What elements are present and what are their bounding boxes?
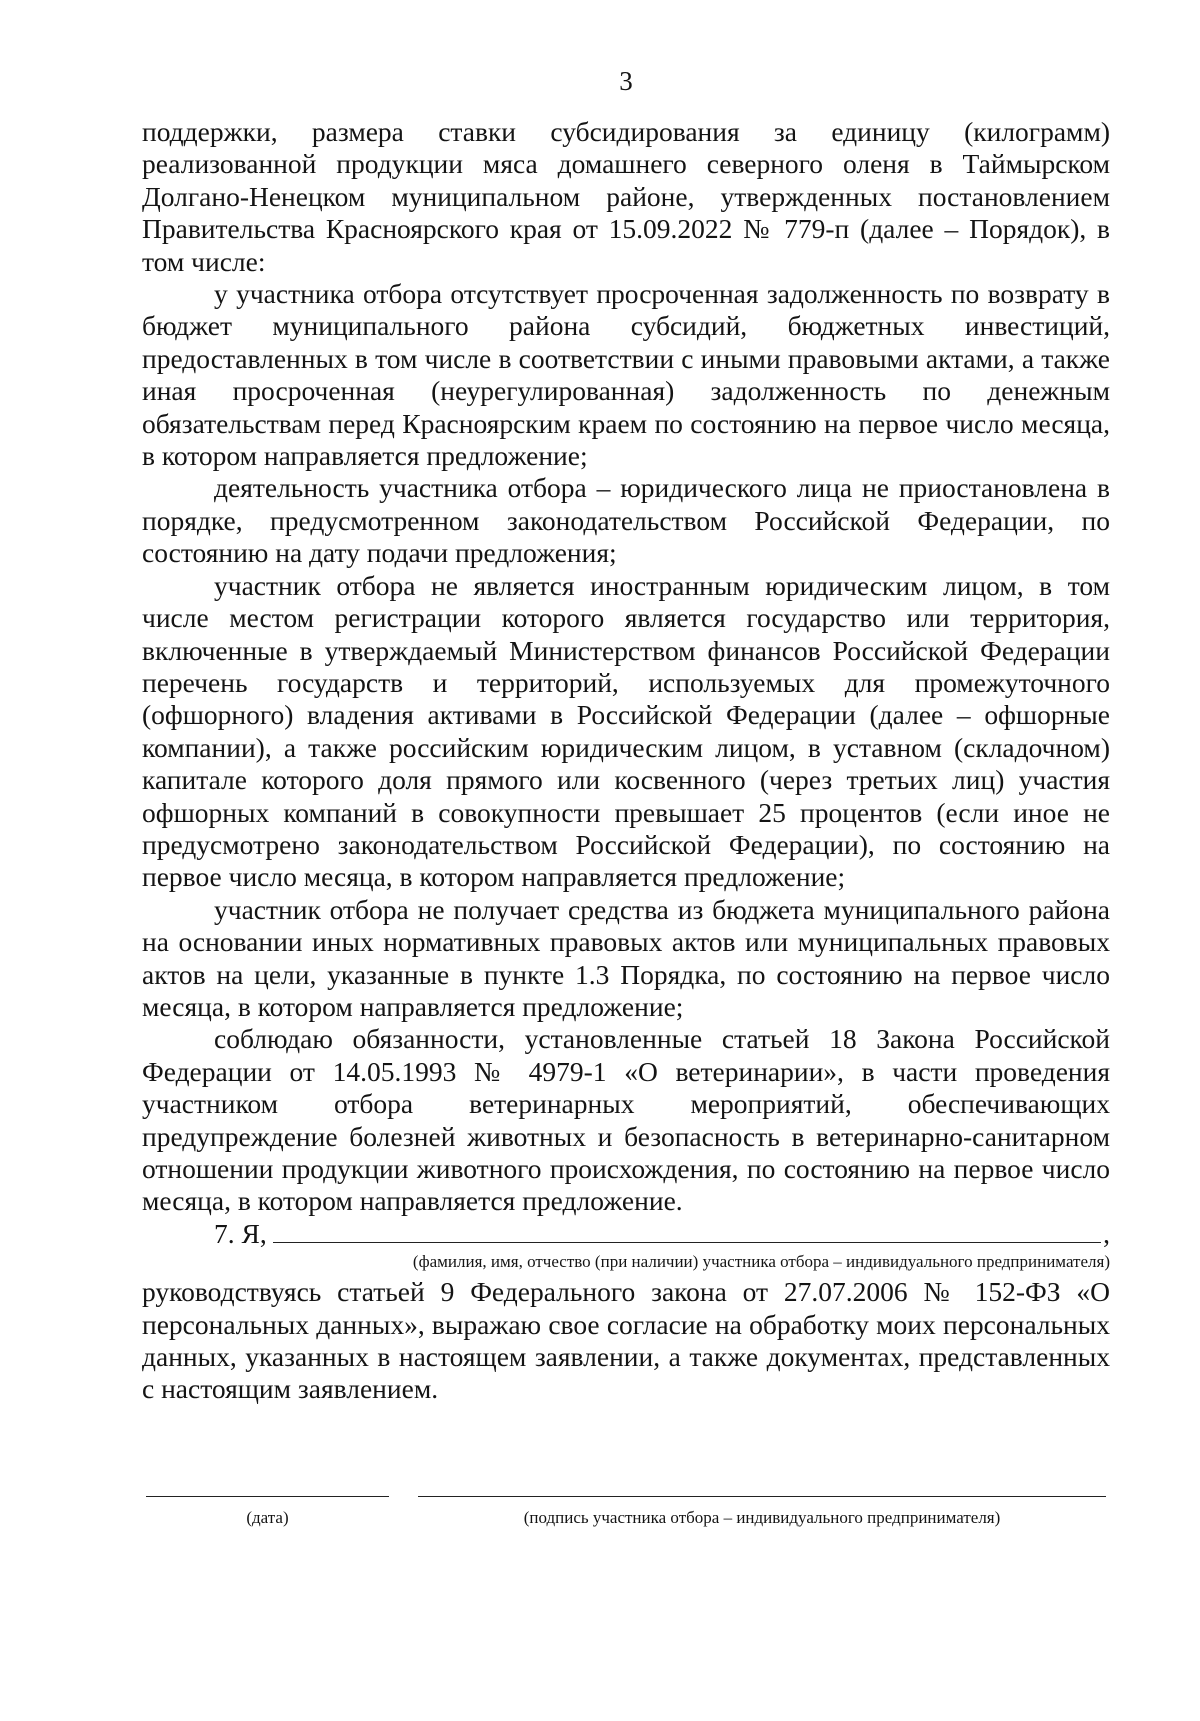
date-blank-line[interactable]	[146, 1496, 389, 1497]
document-body	[142, 116, 1110, 1406]
signature-blank-line[interactable]	[418, 1496, 1106, 1497]
paragraph-no-debt: у участника отбора отсутствует просроченная задолженность по возврату в бюджет муниципального района субсидий, бюджетных инвестиций, предоставленных в том числе в соответствии с иными правовыми актами, а также иная просроченная (неурегулированная) задолженность по денежным обязательствам перед Красноярским краем по состоянию на первое число месяца, в котором направляется предложение;	[142, 278, 1110, 472]
signature-label: (подпись участника отбора – индивидуального предпринимателя)	[523, 1508, 1001, 1527]
paragraph-veterinary: соблюдаю обязанности, установленные статьей 18 Закона Российской Федерации от 14.05.1993 № 4979-1 «О ветеринарии», в части проведения участником отбора ветеринарных мероприятий, обеспечивающих предупреждение болезней животных и безопасность в ветеринарно-санитарном отношении продукции животного происхождения, по состоянию на первое число месяца, в котором направляется предложение.	[142, 1023, 1110, 1217]
item-7-trail: ,	[1103, 1217, 1110, 1249]
paragraph-activity: деятельность участника отбора – юридического лица не приостановлена в порядке, предусмотренном законодательством Российской Федерации, по состоянию на дату подачи предложения;	[142, 472, 1110, 569]
paragraph-offshore: участник отбора не является иностранным юридическим лицом, в том числе местом регистрации которого является государство или территория, включенные в утверждаемый Министерством финансов Российской Федерации перечень государств и территорий, используемых для промежуточного (офшорного) владения активами в Российской Федерации (далее – офшорные компании), а также российским юридическим лицом, в уставном (складочном) капитале которого доля прямого или косвенного (через третьих лиц) участия офшорных компаний в совокупности превышает 25 процентов (если иное не предусмотрено законодательством Российской Федерации), по состоянию на первое число месяца, в котором направляется предложение;	[142, 569, 1110, 893]
name-field-hint: (фамилия, имя, отчество (при наличии) участника отбора – индивидуального предпринимателя)	[412, 1252, 1110, 1272]
item-7-lead: 7. Я,	[214, 1217, 267, 1249]
paragraph-no-funds: участник отбора не получает средства из бюджета муниципального района на основании иных нормативных правовых актов или муниципальных правовых актов на цели, указанные в пункте 1.3 Порядка, по состоянию на первое число месяца, в котором направляется предложение;	[142, 893, 1110, 1022]
item-7-name-row	[142, 1218, 1110, 1250]
paragraph-intro: поддержки, размера ставки субсидирования за единицу (килограмм) реализованной продукции мяса домашнего северного оленя в Таймырском Долгано-Ненецком муниципальном районе, утвержденных постановлением Правительства Красноярского края от 15.09.2022 № 779-п (далее – Порядок), в том числе:	[142, 116, 1110, 277]
paragraph-consent: руководствуясь статьей 9 Федерального закона от 27.07.2006 № 152-ФЗ «О персональных данных», выражаю свое согласие на обработку моих персональных данных, указанных в настоящем заявлении, а также документах, представленных с настоящим заявлением.	[142, 1276, 1110, 1405]
date-label: (дата)	[246, 1508, 289, 1527]
page-number: 3	[619, 66, 633, 96]
name-blank-line[interactable]	[273, 1242, 1101, 1243]
signature-block	[146, 1496, 1106, 1546]
